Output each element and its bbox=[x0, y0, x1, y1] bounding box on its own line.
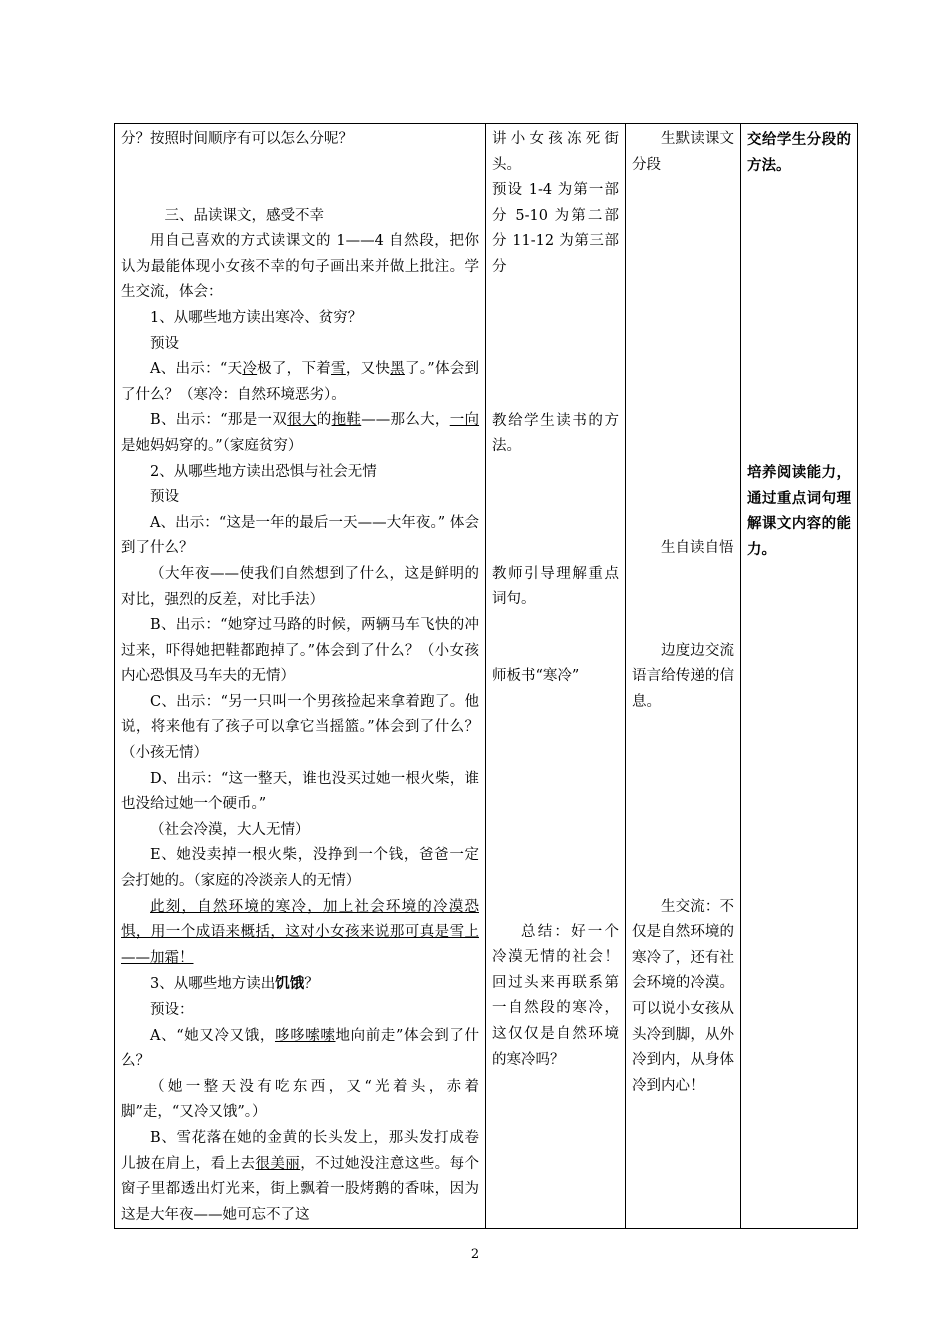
teacher-note: 总结：好一个冷漠无情的社会！回过头来再联系第一自然段的寒冷，这仅仅是自然环境的寒冷吗？ bbox=[492, 923, 619, 1068]
design-intent-cell bbox=[741, 124, 858, 1229]
paragraph: E、她没卖掉一根火柴，没挣到一个钱，爸爸一定会打她的。（家庭的冷淡亲人的无情） bbox=[121, 847, 479, 890]
lesson-plan-table bbox=[114, 123, 858, 1229]
intent-note: 培养阅读能力，通过重点词句理解课文内容的能力。 bbox=[747, 464, 851, 558]
paragraph: （社会冷漠，大人无情） bbox=[150, 821, 310, 838]
paragraph: A、“她又冷又饿，哆哆嗦嗦地向前走”体会到了什么？ bbox=[121, 1027, 479, 1070]
paragraph: 分？按照时间顺序有可以怎么分呢？ bbox=[121, 131, 353, 147]
paragraph: 预设 bbox=[150, 335, 179, 352]
teacher-activity-cell bbox=[486, 124, 626, 1229]
page-number: 2 bbox=[470, 1247, 480, 1262]
teacher-note: 教给学生读书的方法。 bbox=[492, 412, 619, 455]
teacher-note: 讲小女孩冻死街头。 bbox=[492, 131, 619, 173]
paragraph: B、出示：“她穿过马路的时候，两辆马车飞快的冲过来，吓得她把鞋都跑掉了。”体会到了什么？（小女孩内心恐惧及马车夫的无情） bbox=[121, 617, 479, 685]
teacher-note: 教师引导理解重点词句。 bbox=[492, 565, 619, 608]
paragraph: （大年夜——使我们自然想到了什么，这是鲜明的对比，强烈的反差，对比手法） bbox=[121, 565, 479, 608]
teacher-note: 预设 1-4 为第一部分 5-10 为第二部分 11-12 为第三部分 bbox=[492, 182, 619, 275]
student-activity-cell bbox=[626, 124, 741, 1229]
question-heading: 3、从哪些地方读出饥饿？ bbox=[150, 975, 319, 993]
paragraph: 预设： bbox=[150, 1002, 194, 1018]
question-heading: 2、从哪些地方读出恐惧与社会无情 bbox=[150, 463, 377, 480]
underlined-summary: 此刻，自然环境的寒冷，加上社会环境的冷漠恐惧，用一个成语来概括，这对小女孩来说那可真是雪上——加霜！ bbox=[121, 898, 479, 966]
question-heading: 1、从哪些地方读出寒冷、贫穷？ bbox=[150, 309, 363, 326]
student-note: 生交流：不仅是自然环境的寒冷了，还有社会环境的冷漠。可以说小女孩从头冷到脚，从外冷到内，从身体冷到内心！ bbox=[632, 898, 734, 1094]
student-note: 边度边交流语言给传递的信息。 bbox=[632, 642, 734, 710]
table-row bbox=[115, 124, 858, 1229]
student-note: 生自读自悟 bbox=[661, 540, 734, 557]
paragraph: A、出示：“天冷极了，下着雪，又快黑了。”体会到了什么？（寒冷：自然环境恶劣）。 bbox=[121, 361, 479, 403]
paragraph: （她一整天没有吃东西，又“光着头，赤着脚”走，“又冷又饿”。） bbox=[121, 1078, 479, 1121]
paragraph: C、出示：“另一只叫一个男孩捡起来拿着跑了。他说，将来他有了孩子可以拿它当摇篮。”体会到了什么？（小孩无情） bbox=[121, 693, 479, 762]
paragraph: 预设 bbox=[150, 489, 179, 506]
paragraph: 用自己喜欢的方式读课文的 1——4 自然段，把你认为最能体现小女孩不幸的句子画出来并做上批注。学生交流，体会： bbox=[121, 233, 479, 301]
paragraph: A、出示：“这是一年的最后一天——大年夜。” 体会到了什么？ bbox=[121, 514, 479, 557]
paragraph: B、雪花落在她的金黄的长头发上，那头发打成卷儿披在肩上，看上去很美丽，不过她没注意这些。每个窗子里都透出灯光来，街上飘着一股烤鹅的香味，因为这是大年夜——她可忘不了这 bbox=[121, 1129, 480, 1223]
paragraph: B、出示：“那是一双很大的拖鞋——那么大，一向是她妈妈穿的。”（家庭贫穷） bbox=[121, 412, 480, 454]
paragraph: D、出示：“这一整天，谁也没买过她一根火柴，谁也没给过她一个硬币。” bbox=[121, 770, 479, 813]
teacher-note: 师板书“寒冷” bbox=[492, 667, 580, 684]
intent-note: 交给学生分段的方法。 bbox=[747, 131, 851, 174]
student-note: 生默读课文分段 bbox=[632, 131, 734, 173]
teaching-process-cell bbox=[115, 124, 486, 1229]
section-heading: 三、品读课文，感受不幸 bbox=[164, 207, 324, 224]
